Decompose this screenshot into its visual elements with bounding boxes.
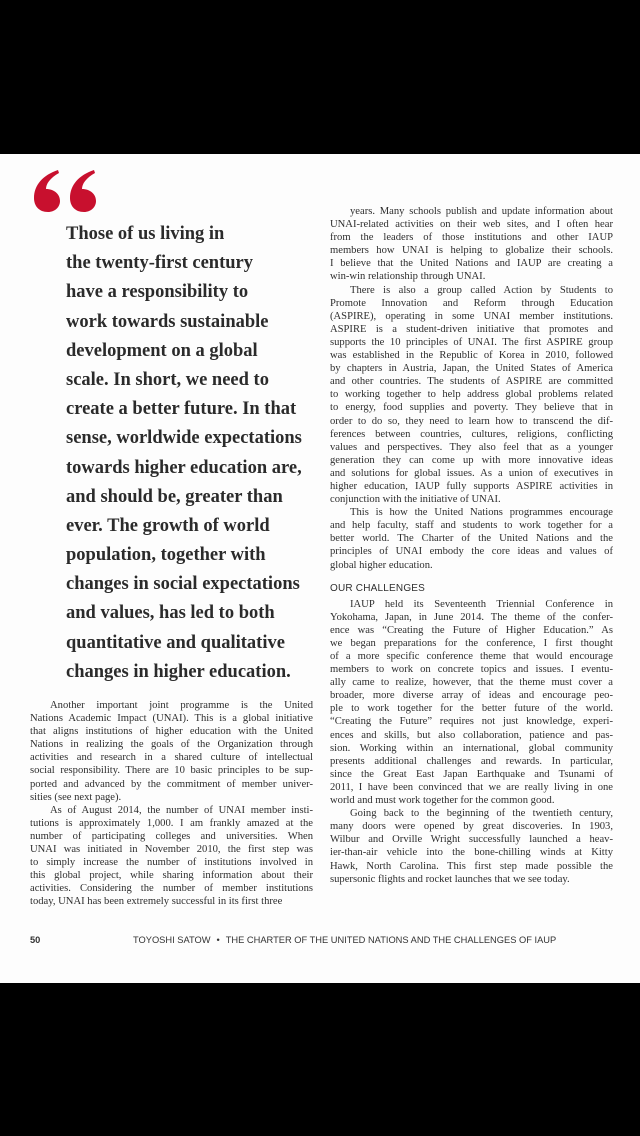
text-line: Going back to the beginning of the twentieth century, bbox=[350, 808, 613, 820]
text-line: “Creating the Future” requires not just knowledge, experi- bbox=[330, 716, 613, 728]
paragraph bbox=[330, 598, 613, 808]
text-line: Yokohama, Japan, in June 2014. The theme of the confer- bbox=[330, 611, 613, 623]
text-line: better world. The Charter of the United Nations and the bbox=[330, 533, 613, 545]
text-line: and help faculty, staff and students to work together for a bbox=[330, 520, 613, 532]
text-line: this global project, while sharing information about their bbox=[30, 870, 313, 882]
pull-quote-line: create a better future. In that bbox=[66, 399, 297, 420]
text-line: ally came to realize, however, that the theme must cover a bbox=[330, 677, 613, 689]
pull-quote-line: work towards sustainable bbox=[66, 311, 269, 332]
text-line: IAUP held its Seventeenth Triennial Conference in bbox=[350, 598, 613, 610]
text-line: from the leaders of those institutions and other IAUP bbox=[330, 232, 613, 244]
pull-quote-line: changes in higher education. bbox=[66, 661, 291, 682]
text-line: to energy, food supplies and poverty. They believe that in bbox=[330, 402, 613, 414]
pull-quote bbox=[66, 220, 326, 687]
text-line: Promote Innovation and Reform through Education bbox=[330, 297, 613, 309]
paragraph bbox=[330, 807, 613, 886]
text-line: ported and advanced by the commitment of member univer- bbox=[30, 778, 313, 790]
text-line: Nations in realizing the goals of the Organization through bbox=[30, 739, 313, 751]
pull-quote-line: and should be, greater than bbox=[66, 486, 283, 507]
text-line: supports the 10 principles of UNAI. The first ASPIRE group bbox=[330, 336, 613, 348]
open-quote-icon bbox=[34, 170, 104, 212]
text-line: UNAI-related activities on their web sites, and I often hear bbox=[330, 219, 613, 231]
page-number: 50 bbox=[30, 935, 41, 945]
text-line: (ASPIRE), operating in some UNAI member institutions. bbox=[330, 310, 613, 322]
text-line: generation they can come up with more innovative ideas bbox=[330, 454, 613, 466]
text-line: of a more specific conference theme that would encourage bbox=[330, 651, 613, 662]
pull-quote-line: ever. The growth of world bbox=[66, 515, 270, 536]
text-line: activities. Considering the number of member institutions bbox=[30, 883, 313, 895]
pull-quote-line: have a responsibility to bbox=[66, 282, 249, 303]
paragraph bbox=[330, 284, 613, 507]
text-line: Hawk, North Carolina. This first step made possible the bbox=[330, 860, 613, 872]
text-line: values and perspectives. They also feel that as a younger bbox=[330, 441, 613, 453]
pull-quote-line: Those of us living in bbox=[66, 224, 225, 244]
text-line: tutions is approximately 1,000. I am frankly amazed at the bbox=[30, 817, 313, 829]
pull-quote-line: the twenty-first century bbox=[66, 253, 253, 274]
bullet-separator: • bbox=[216, 935, 220, 945]
paragraph bbox=[330, 205, 613, 284]
text-line: sion. Working within an international, global community bbox=[330, 742, 613, 754]
text-line: today, UNAI has been extremely successful in its first three bbox=[30, 896, 283, 908]
text-line: members how UNAI is helping to globalize their schools. bbox=[330, 245, 613, 257]
text-line: number of participating colleges and universities. When bbox=[30, 830, 313, 842]
paragraph bbox=[30, 699, 313, 804]
text-line: and solutions for global issues. As a union of executives in bbox=[330, 467, 613, 479]
text-line: This is how the United Nations programmes encourage bbox=[350, 507, 613, 519]
author-name: TOYOSHI SATOW bbox=[133, 935, 211, 945]
pull-quote-line: sense, worldwide expectations bbox=[66, 428, 302, 449]
text-line: As of August 2014, the number of UNAI member insti- bbox=[50, 804, 313, 816]
text-line: ASPIRE is a student-driven initiative that promotes and bbox=[330, 323, 613, 335]
text-line: since the Great East Japan Earthquake and Tsunami of bbox=[330, 768, 613, 780]
text-line: conjunction with the initiative of UNAI. bbox=[330, 494, 501, 506]
pull-quote-line: quantitative and qualitative bbox=[66, 632, 285, 653]
text-line: ence was “Creating the Future of Higher Education.” As bbox=[330, 624, 613, 636]
pull-quote-line: and values, has led to both bbox=[66, 603, 275, 624]
text-line: UNAI was initiated in November 2010, the first step was bbox=[30, 844, 313, 856]
paragraph bbox=[30, 804, 313, 909]
text-line: principles of UNAI embody the core ideas and values of bbox=[330, 546, 613, 558]
text-line: years. Many schools publish and update information about bbox=[350, 206, 613, 217]
right-column bbox=[330, 205, 613, 886]
text-line: Wilbur and Orville Wright successfully launched a heav- bbox=[330, 834, 613, 846]
text-line: social responsibility. There are 10 basic principles to be sup- bbox=[30, 765, 313, 777]
text-line: to working together to help address global problems related bbox=[330, 389, 613, 401]
document-page bbox=[0, 154, 640, 983]
text-line: world and must work together for the common good. bbox=[330, 795, 555, 807]
text-line: 2011, I have been convinced that we are really living in one bbox=[330, 781, 613, 793]
text-line: There is also a group called Action by Students to bbox=[350, 284, 613, 296]
text-line: ple to work together for the better future of the world. bbox=[330, 703, 613, 715]
page-footer bbox=[30, 935, 610, 949]
text-line: to simply increase the number of institutions involved in bbox=[30, 857, 313, 869]
text-line: and other countries. The students of ASPIRE are committed bbox=[330, 376, 613, 388]
pull-quote-line: changes in social expectations bbox=[66, 574, 300, 595]
text-line: higher education, IAUP fully supports ASPIRE activities in bbox=[330, 480, 613, 492]
text-line: ferences between countries, cultures, religions, conflicting bbox=[330, 428, 613, 440]
text-line: ences and skills, but also collaboration, patience and pas- bbox=[330, 729, 613, 741]
section-heading: OUR CHALLENGES bbox=[330, 582, 426, 594]
text-line: presents additional challenges and rewards. In particular, bbox=[330, 755, 613, 767]
pull-quote-line: population, together with bbox=[66, 545, 266, 566]
running-header bbox=[133, 935, 556, 945]
text-line: was established in the Republic of Korea in 2010, followed bbox=[330, 350, 613, 362]
text-line: order to do so, they need to learn how to transcend the dif- bbox=[330, 415, 613, 427]
pull-quote-line: towards higher education are, bbox=[66, 457, 302, 478]
text-line: many doors were opened by great discoveries. In 1903, bbox=[330, 821, 613, 833]
text-line: by chapters in Austria, Japan, the United States of America bbox=[330, 363, 613, 375]
running-title: THE CHARTER OF THE UNITED NATIONS AND THE CHALLENGES OF IAUP bbox=[225, 935, 557, 945]
text-line: we began preparations for the conference, I first thought bbox=[330, 637, 613, 649]
text-line: sities (see next page). bbox=[30, 791, 122, 803]
text-line: members to work on concrete topics and issues. I eventu- bbox=[330, 664, 613, 676]
text-line: I believe that the United Nations and IAUP are creating a bbox=[330, 258, 613, 270]
text-line: that aligns institutions of higher education with the United bbox=[30, 726, 313, 738]
pull-quote-line: development on a global bbox=[66, 340, 258, 361]
text-line: broader, more diverse array of ideas and encourage peo- bbox=[330, 690, 613, 702]
text-line: supersonic flights and rocket launches that we see today. bbox=[330, 873, 570, 885]
text-line: activities and research in a shared culture of intellectual bbox=[30, 752, 313, 764]
text-line: ier-than-air vehicle into the bone-chilling winds at Kitty bbox=[330, 847, 613, 859]
text-line: Nations Academic Impact (UNAI). This is a global initiative bbox=[30, 713, 313, 725]
text-line: global higher education. bbox=[330, 559, 433, 571]
text-line: Another important joint programme is the United bbox=[50, 700, 313, 711]
paragraph bbox=[330, 506, 613, 571]
left-column bbox=[30, 699, 313, 909]
pull-quote-line: scale. In short, we need to bbox=[66, 369, 269, 390]
text-line: win-win relationship through UNAI. bbox=[330, 271, 486, 283]
